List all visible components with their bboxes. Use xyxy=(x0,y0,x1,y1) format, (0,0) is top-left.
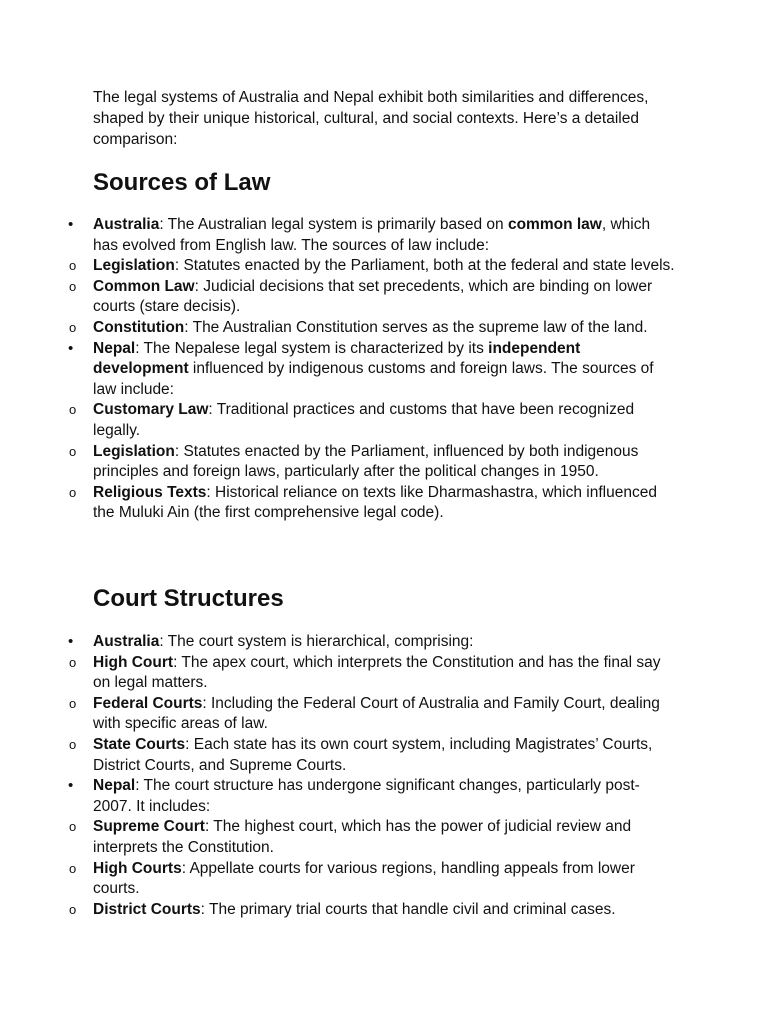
circle-marker: o xyxy=(69,402,77,418)
list-item xyxy=(0,256,675,277)
item-label: Customary Law xyxy=(93,401,209,419)
list-item xyxy=(0,653,675,694)
list-item xyxy=(0,735,675,776)
item-text: : The primary trial courts that handle civil and criminal cases. xyxy=(200,900,616,918)
item-label: High Courts xyxy=(93,859,182,877)
circle-marker: o xyxy=(69,901,77,917)
list-item xyxy=(0,900,675,921)
bullet-marker: • xyxy=(68,633,74,650)
item-text: : Statutes enacted by the Parliament, influenced by both indigenous principles and foreign laws, particularly after the political changes in 1950. xyxy=(93,442,639,481)
circle-marker: o xyxy=(69,654,77,670)
item-label: Common Law xyxy=(93,277,195,295)
list-item xyxy=(0,817,675,858)
circle-marker: o xyxy=(69,319,77,335)
list-item xyxy=(0,277,675,318)
circle-marker: o xyxy=(69,819,77,835)
item-text: : Historical reliance on texts like Dharmashastra, which influenced the Muluki Ain (the first comprehensive legal code). xyxy=(93,483,657,522)
item-text: : The Australian legal system is primarily based on xyxy=(159,216,508,233)
bullet-marker: • xyxy=(68,777,74,795)
item-text: : The apex court, which interprets the Constitution and has the final say on legal matters. xyxy=(93,653,661,692)
circle-marker: o xyxy=(69,484,77,500)
item-label: Federal Courts xyxy=(93,694,203,712)
item-text: : The court system is hierarchical, comprising: xyxy=(159,633,474,650)
item-text: : Appellate courts for various regions, handling appeals from lower courts. xyxy=(93,859,635,898)
item-text: : Statutes enacted by the Parliament, both at the federal and state levels. xyxy=(174,257,675,275)
item-text: : Judicial decisions that set precedents, which are binding on lower courts (stare decisis). xyxy=(93,277,653,316)
item-text: : Including the Federal Court of Australia and Family Court, dealing with specific areas of law. xyxy=(93,694,660,733)
list-item xyxy=(0,318,675,339)
item-label: Australia xyxy=(93,633,160,650)
item-text: : The court structure has undergone significant changes, particularly post-2007. It includes: xyxy=(93,777,640,815)
item-label: Legislation xyxy=(93,257,175,275)
list-item xyxy=(0,694,675,735)
courts-list xyxy=(0,632,768,920)
bullet-marker: • xyxy=(68,339,74,357)
item-text: : Each state has its own court system, including Magistrates’ Courts, District Courts, and Supreme Courts. xyxy=(93,735,653,774)
item-text: : The Nepalese legal system is characterized by its xyxy=(135,339,489,357)
item-emphasis: independent development xyxy=(93,339,581,378)
court-structures-heading: Court Structures xyxy=(93,585,284,612)
item-label: High Court xyxy=(93,653,174,671)
item-label: Australia xyxy=(93,216,160,233)
list-item xyxy=(0,215,675,256)
bullet-marker: • xyxy=(68,216,74,233)
item-label: Supreme Court xyxy=(93,818,205,836)
intro-paragraph: The legal systems of Australia and Nepal exhibit both similarities and differences, shaped by their unique historical, cultural, and social contexts. Here’s a detailed comparison: xyxy=(93,89,649,148)
circle-marker: o xyxy=(69,278,77,294)
item-label: Nepal xyxy=(93,777,136,795)
item-emphasis: common law xyxy=(507,216,602,233)
list-item xyxy=(0,400,675,441)
list-item xyxy=(0,339,675,401)
list-item xyxy=(0,859,675,900)
item-text: : The highest court, which has the power of judicial review and interprets the Constitution. xyxy=(93,818,632,856)
item-label: Nepal xyxy=(93,339,136,357)
circle-marker: o xyxy=(69,443,77,459)
item-label: District Courts xyxy=(93,900,201,918)
item-label: Religious Texts xyxy=(93,483,207,501)
circle-marker: o xyxy=(69,736,77,752)
circle-marker: o xyxy=(69,860,77,876)
item-label: State Courts xyxy=(93,735,186,753)
list-item xyxy=(0,632,675,653)
list-item xyxy=(0,442,675,483)
circle-marker: o xyxy=(69,695,77,711)
sources-list xyxy=(0,215,768,524)
circle-marker: o xyxy=(69,258,77,274)
item-label: Legislation xyxy=(93,442,175,460)
item-text: influenced by indigenous customs and foreign laws. The sources of law include: xyxy=(93,360,654,398)
list-item xyxy=(0,776,675,817)
item-text: : Traditional practices and customs that have been recognized legally. xyxy=(93,401,635,439)
item-text: : The Australian Constitution serves as the supreme law of the land. xyxy=(184,318,648,336)
list-item xyxy=(0,483,675,524)
sources-of-law-heading: Sources of Law xyxy=(93,169,271,196)
item-text: , which has evolved from English law. The sources of law include: xyxy=(93,216,651,254)
item-label: Constitution xyxy=(93,318,185,336)
